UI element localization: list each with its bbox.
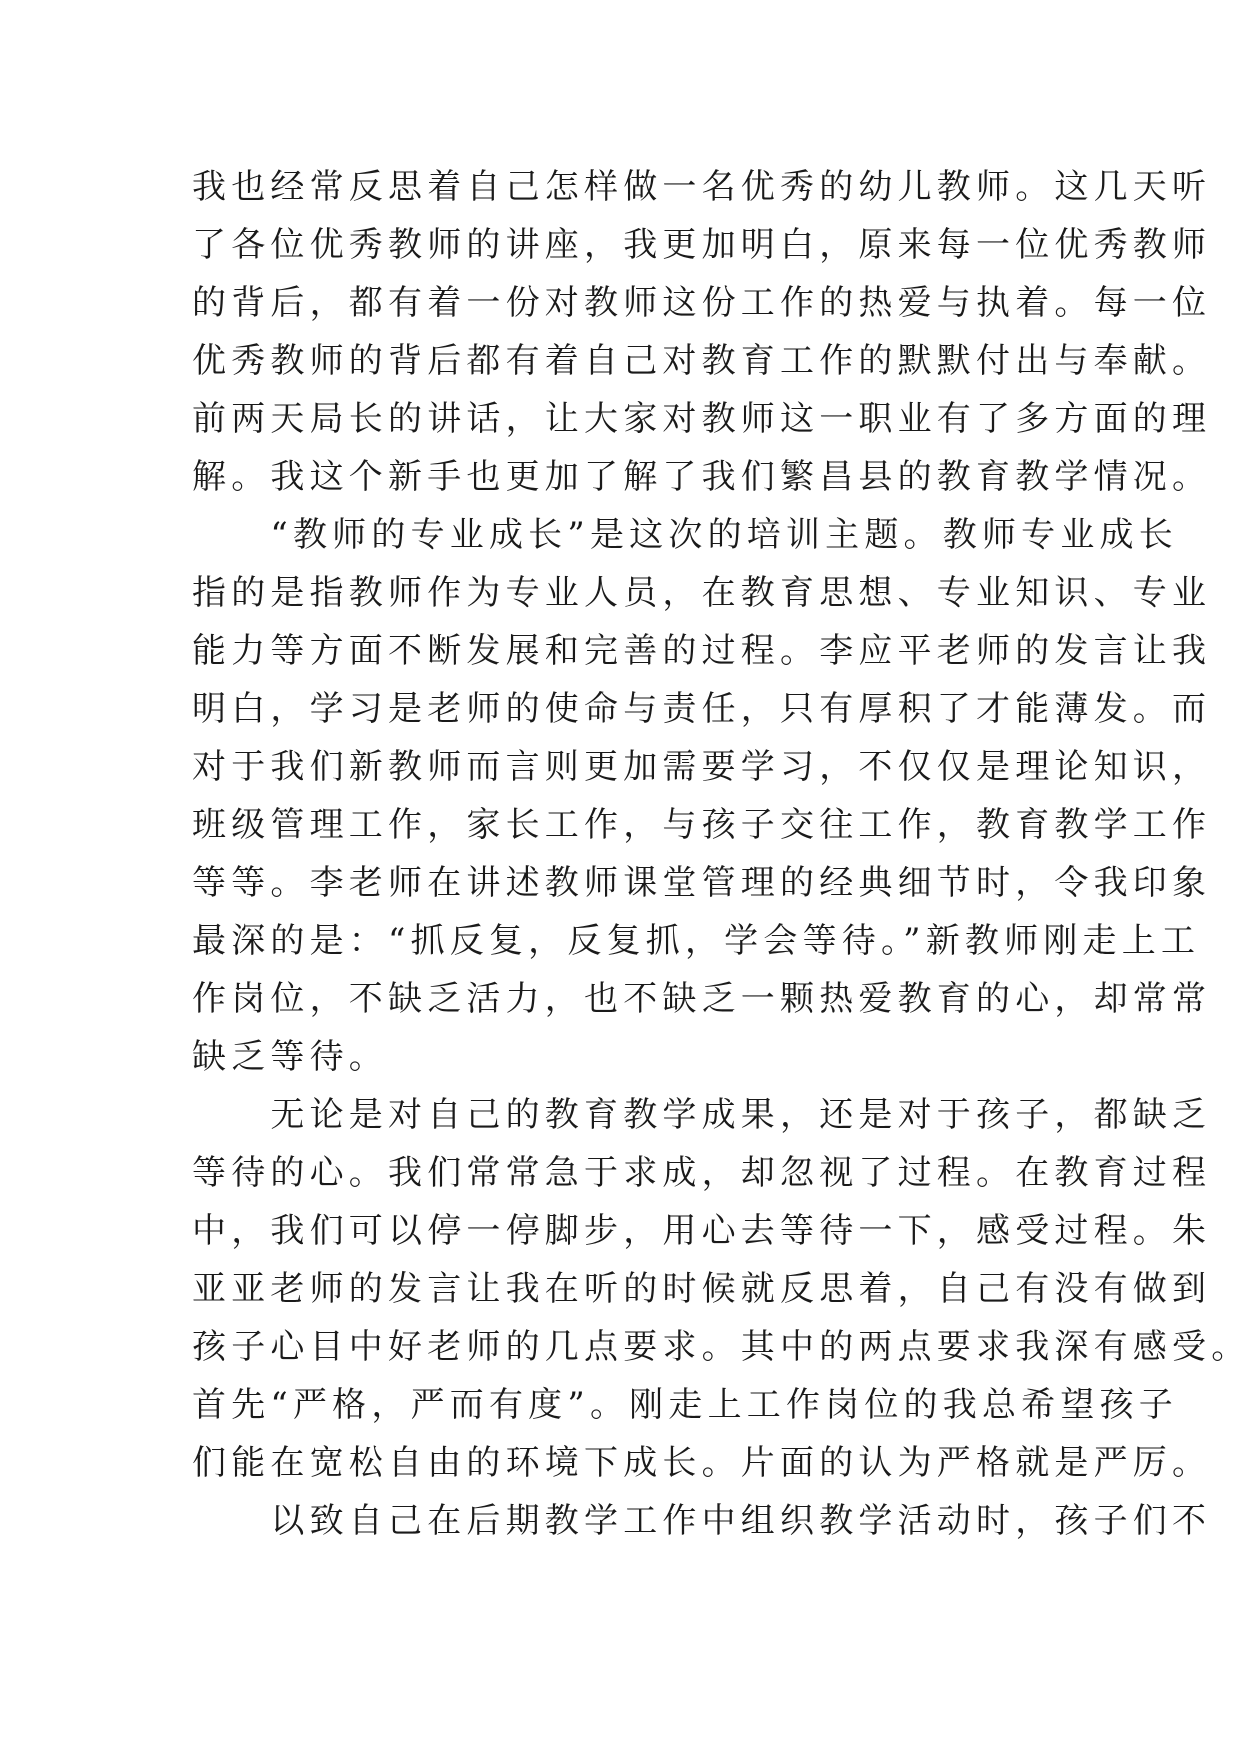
text-line: 缺乏等待。 [192, 1037, 388, 1077]
text-line: 最深的是：“抓反复，反复抓，学会等待。”新教师刚走上工 [192, 921, 1201, 961]
document-body [192, 158, 1250, 1550]
text-line: 孩子心目中好老师的几点要求。其中的两点要求我深有感受。 [192, 1327, 1250, 1367]
text-line: 中，我们可以停一停脚步，用心去等待一下，感受过程。朱 [192, 1211, 1212, 1251]
text-line: 首先“严格，严而有度”。刚走上工作岗位的我总希望孩子 [192, 1385, 1178, 1425]
text-line: 以致自己在后期教学工作中组织教学活动时，孩子们不 [192, 1501, 1212, 1541]
text-line: 班级管理工作，家长工作，与孩子交往工作，教育教学工作 [192, 805, 1212, 845]
text-line: 了各位优秀教师的讲座，我更加明白，原来每一位优秀教师 [192, 225, 1212, 265]
text-line: 能力等方面不断发展和完善的过程。李应平老师的发言让我 [192, 631, 1212, 671]
text-line: 等等。李老师在讲述教师课堂管理的经典细节时，令我印象 [192, 863, 1212, 903]
text-line: 解。我这个新手也更加了解了我们繁昌县的教育教学情况。 [192, 457, 1212, 497]
text-line: 对于我们新教师而言则更加需要学习，不仅仅是理论知识， [192, 747, 1212, 787]
text-line: “教师的专业成长”是这次的培训主题。教师专业成长 [192, 515, 1178, 555]
text-line: 的背后，都有着一份对教师这份工作的热爱与执着。每一位 [192, 283, 1212, 323]
text-line: 指的是指教师作为专业人员，在教育思想、专业知识、专业 [192, 573, 1212, 613]
text-line: 无论是对自己的教育教学成果，还是对于孩子，都缺乏 [192, 1095, 1212, 1135]
text-line: 等待的心。我们常常急于求成，却忽视了过程。在教育过程 [192, 1153, 1212, 1193]
text-line: 明白，学习是老师的使命与责任，只有厚积了才能薄发。而 [192, 689, 1212, 729]
text-line: 们能在宽松自由的环境下成长。片面的认为严格就是严厉。 [192, 1443, 1212, 1483]
text-line: 前两天局长的讲话，让大家对教师这一职业有了多方面的理 [192, 399, 1212, 439]
text-line: 我也经常反思着自己怎样做一名优秀的幼儿教师。这几天听 [192, 167, 1212, 207]
text-line: 作岗位，不缺乏活力，也不缺乏一颗热爱教育的心，却常常 [192, 979, 1212, 1019]
text-line: 亚亚老师的发言让我在听的时候就反思着，自己有没有做到 [192, 1269, 1212, 1309]
text-line: 优秀教师的背后都有着自己对教育工作的默默付出与奉献。 [192, 341, 1212, 381]
